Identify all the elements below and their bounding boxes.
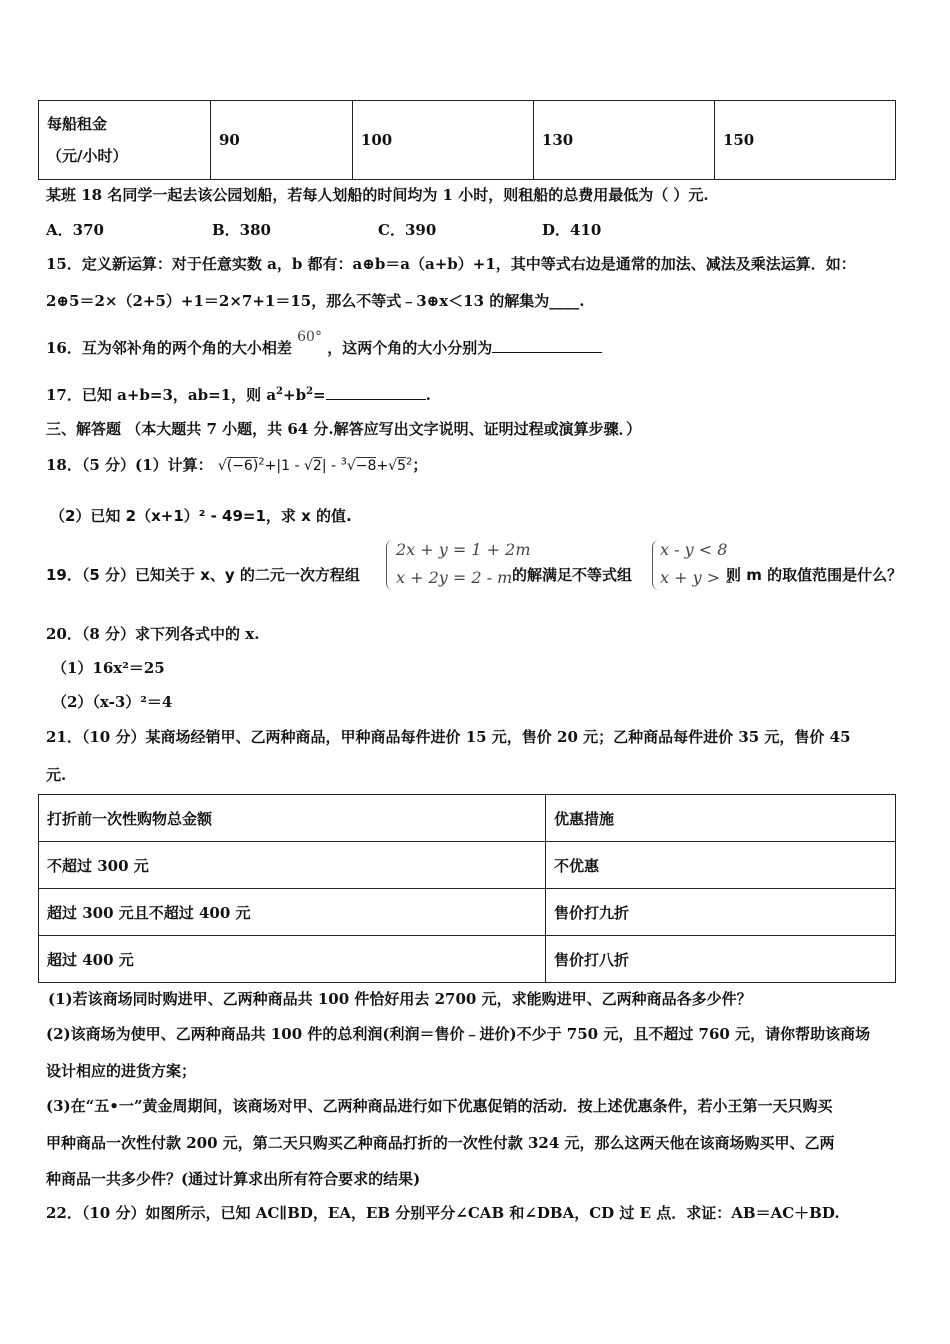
- rent-table: [38, 100, 896, 180]
- q21-sub2-line2: 设计相应的进货方案；: [46, 1062, 197, 1080]
- q18-expression: $√(-6)^2+|1 - √2| - ^3√-8+√5^2$: [217, 456, 413, 474]
- q21-line1: 21．（10 分）某商场经销甲、乙两种商品，甲种商品每件进价 15 元，售价 20 元；乙种商品每件进价 35 元，售价 45: [46, 728, 851, 746]
- system-brace: [652, 540, 659, 590]
- q21-line2: 元.: [46, 766, 67, 784]
- q21-sub3-line3: 种商品一共多少件？(通过计算求出所有符合要求的结果): [46, 1170, 421, 1188]
- q19-eq1: 2x + y = 1 + 2m: [396, 540, 531, 559]
- q14-text: 某班 18 名同学一起去该公园划船，若每人划船的时间均为 1 小时，则租船的总费用最低为（ ）元.: [46, 186, 709, 204]
- q19-label: 19．（5 分）已知关于 x、y 的二元一次方程组: [46, 566, 360, 584]
- q21-sub1: (1)若该商场同时购进甲、乙两种商品共 100 件恰好用去 2700 元，求能购进甲、乙两种商品各多少件？: [48, 990, 752, 1008]
- q21-sub2-line1: (2)该商场为使甲、乙两种商品共 100 件的总利润(利润＝售价﹣进价)不少于 750 元，且不超过 760 元，请你帮助该商场: [46, 1025, 871, 1043]
- table-row: [39, 889, 896, 936]
- rent-value: 90: [211, 101, 353, 180]
- table-cell: 超过 300 元且不超过 400 元: [39, 889, 546, 936]
- table-cell: 售价打九折: [546, 889, 896, 936]
- rent-value: 100: [352, 101, 533, 180]
- q19-end: 则 m 的取值范围是什么？: [726, 566, 903, 584]
- q21-sub3-line2: 甲种商品一次性付款 200 元，第二天只购买乙种商品打折的一次性付款 324 元，那么这两天他在该商场购买甲、乙两: [46, 1134, 835, 1152]
- table-header: 优惠措施: [546, 795, 896, 842]
- q16-angle: 60°: [297, 329, 322, 345]
- q19-ineq2: x + y > 1: [660, 568, 736, 587]
- rent-value: 150: [714, 101, 895, 180]
- answer-blank: [492, 338, 602, 353]
- q15-line1: 15．定义新运算：对于任意实数 a，b 都有：a⊕b＝a（a+b）+1，其中等式右边是通常的加法、减法及乘法运算．如：: [46, 255, 856, 273]
- rent-row-label: 每船租金 （元/小时）: [39, 101, 211, 180]
- q20-part1: （1）16x²＝25: [52, 659, 165, 677]
- table-row: [39, 842, 896, 889]
- q20-part2: （2）（x-3）²＝4: [52, 693, 173, 711]
- table-row: [39, 936, 896, 983]
- table-cell: 不超过 300 元: [39, 842, 546, 889]
- q14-option-a: A．370: [46, 221, 104, 239]
- q18-part1: 18．（5 分）(1）计算： $√(-6)^2+|1 - √2| - ^3√-8+√5^2$；: [46, 456, 428, 474]
- q18-part2: （2）已知 2（x+1）² - 49=1，求 x 的值.: [50, 507, 352, 525]
- q14-option-d: D．410: [542, 221, 602, 239]
- q14-option-c: C．390: [378, 221, 437, 239]
- q19-eq2: x + 2y = 2 - m: [396, 568, 513, 587]
- q22: 22．（10 分）如图所示，已知 AC∥BD，EA，EB 分别平分∠CAB 和∠DBA，CD 过 E 点．求证：AB＝AC＋BD.: [46, 1204, 840, 1222]
- q15-line2: 2⊕5＝2×（2+5）+1＝2×7+1＝15，那么不等式﹣3⊕x＜13 的解集为____.: [46, 292, 585, 310]
- table-header: 打折前一次性购物总金额: [39, 795, 546, 842]
- system-brace: [386, 540, 393, 590]
- q16: 16．互为邻补角的两个角的大小相差 60° ，这两个角的大小分别为: [46, 337, 602, 358]
- table-header-row: [39, 795, 896, 842]
- table-cell: 不优惠: [546, 842, 896, 889]
- table-cell: 超过 400 元: [39, 936, 546, 983]
- discount-table: [38, 794, 896, 983]
- q19-ineq1: x - y < 8: [660, 540, 728, 559]
- section-3-heading: 三、解答题 （本大题共 7 小题，共 64 分.解答应写出文字说明、证明过程或演算步骤．）: [46, 420, 642, 438]
- table-cell: 售价打八折: [546, 936, 896, 983]
- q20-label: 20．（8 分）求下列各式中的 x.: [46, 625, 260, 643]
- q19-mid: 的解满足不等式组: [512, 566, 633, 584]
- q17: 17．已知 a+b=3，ab=1，则 $a^2+b^2=$ .: [46, 386, 431, 404]
- q14-option-b: B．380: [212, 221, 271, 239]
- q21-sub3-line1: (3)在“五•一”黄金周期间，该商场对甲、乙两种商品进行如下优惠促销的活动．按上述优惠条件，若小王第一天只购买: [46, 1097, 833, 1115]
- rent-value: 130: [533, 101, 714, 180]
- answer-blank: [326, 385, 426, 400]
